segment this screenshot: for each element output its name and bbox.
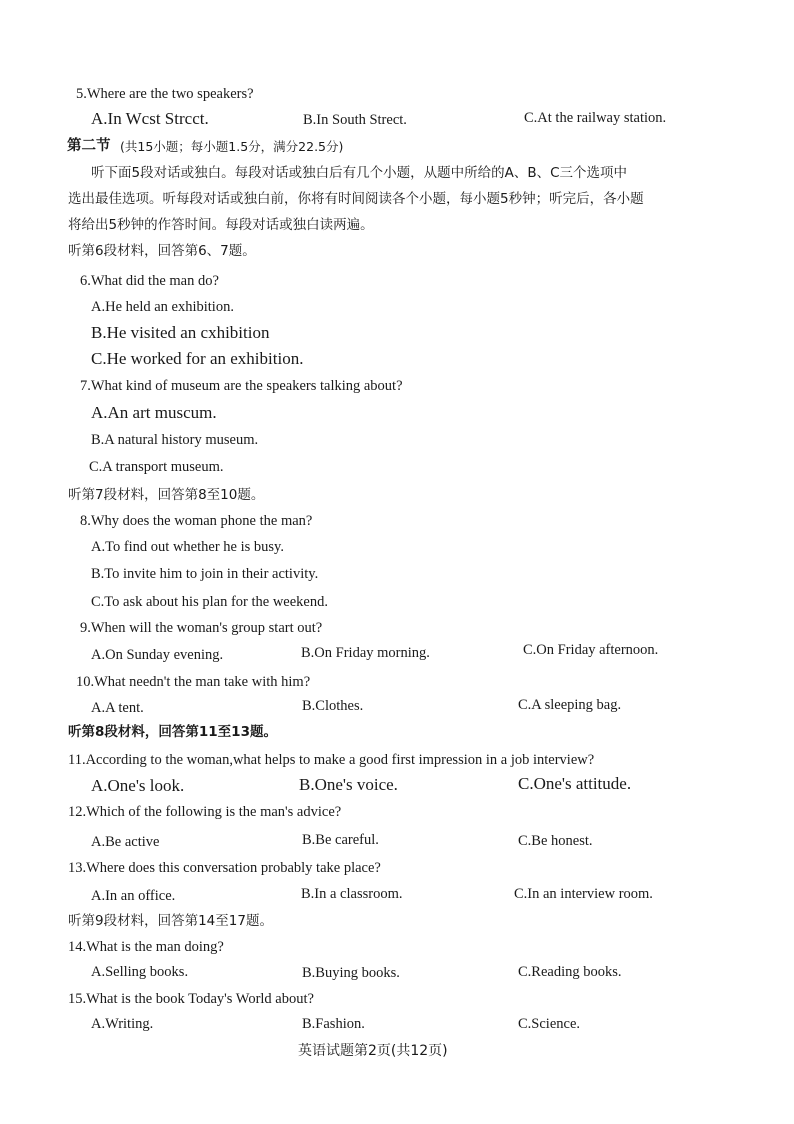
q8-stem: 8.Why does the woman phone the man? xyxy=(80,513,313,529)
q12-option-c: C.Be honest. xyxy=(518,833,593,849)
q15-stem: 15.What is the book Today's World about? xyxy=(68,991,314,1007)
q6-option-b: B.He visited an cxhibition xyxy=(91,323,270,342)
q15-option-a: A.Writing. xyxy=(91,1016,154,1032)
passage-9-heading: 听第9段材料，回答第14至17题。 xyxy=(68,913,273,929)
q15-option-c: C.Science. xyxy=(518,1016,581,1032)
q13-stem: 13.Where does this conversation probably take place? xyxy=(68,860,381,876)
q10-option-c: C.A sleeping bag. xyxy=(518,697,622,713)
q5-option-a: A.In Wcst Strcct. xyxy=(91,109,209,128)
q10-option-b: B.Clothes. xyxy=(302,698,364,714)
q10-option-a: A.A tent. xyxy=(91,700,144,716)
q5-option-b: B.In South Strect. xyxy=(303,112,407,128)
page-footer: 英语试题第2页(共12页) xyxy=(298,1043,448,1059)
q7-option-c: C.A transport museum. xyxy=(89,459,224,475)
section2-heading: 第二节 xyxy=(67,138,111,154)
q8-option-b: B.To invite him to join in their activity. xyxy=(91,566,319,582)
q15-option-b: B.Fashion. xyxy=(302,1016,365,1032)
q11-option-c: C.One's attitude. xyxy=(518,774,632,793)
q13-option-c: C.In an interview room. xyxy=(514,886,653,902)
q12-option-a: A.Be active xyxy=(91,834,160,850)
section2-instruction-2: 选出最佳选项。听每段对话或独白前，你将有时间阅读各个小题，每小题5秒钟；听完后，各小题 xyxy=(68,191,644,207)
q6-stem: 6.What did the man do? xyxy=(80,273,219,289)
q9-stem: 9.When will the woman's group start out? xyxy=(80,620,323,636)
q11-stem: 11.According to the woman,what helps to make a good first impression in a job interview? xyxy=(68,752,595,768)
section2-note: (共15小题；每小题1.5分，满分22.5分) xyxy=(120,139,344,154)
section2-instruction-3: 将给出5秒钟的作答时间。每段对话或独白读两遍。 xyxy=(68,217,374,233)
q14-option-b: B.Buying books. xyxy=(302,965,400,981)
q5-option-c: C.At the railway station. xyxy=(524,110,667,126)
section2-instruction-1: 听下面5段对话或独白。每段对话或独白后有几个小题，从题中所给的A、B、C三个选项中 xyxy=(91,165,628,181)
q9-option-c: C.On Friday afternoon. xyxy=(523,642,659,658)
q6-option-c: C.He worked for an exhibition. xyxy=(91,349,304,368)
q7-option-b: B.A natural history museum. xyxy=(91,432,259,448)
q13-option-a: A.In an office. xyxy=(91,888,176,904)
q8-option-a: A.To find out whether he is busy. xyxy=(91,539,284,555)
q11-option-b: B.One's voice. xyxy=(299,775,398,794)
q14-stem: 14.What is the man doing? xyxy=(68,939,224,955)
q14-option-c: C.Reading books. xyxy=(518,964,622,980)
q6-option-a: A.He held an exhibition. xyxy=(91,299,234,315)
q12-option-b: B.Be careful. xyxy=(302,832,379,848)
q13-option-b: B.In a classroom. xyxy=(301,886,403,902)
q11-option-a: A.One's look. xyxy=(91,776,185,795)
q7-stem: 7.What kind of museum are the speakers talking about? xyxy=(80,378,403,394)
q9-option-b: B.On Friday morning. xyxy=(301,645,430,661)
q14-option-a: A.Selling books. xyxy=(91,964,189,980)
q12-stem: 12.Which of the following is the man's advice? xyxy=(68,804,342,820)
passage-6-heading: 听第6段材料，回答第6、7题。 xyxy=(68,243,256,259)
passage-7-heading: 听第7段材料，回答第8至10题。 xyxy=(68,487,265,503)
q5-stem: 5.Where are the two speakers? xyxy=(76,86,254,102)
q7-option-a: A.An art muscum. xyxy=(91,403,217,422)
q8-option-c: C.To ask about his plan for the weekend. xyxy=(91,594,328,610)
passage-8-heading: 听第8段材料，回答第11至13题。 xyxy=(68,724,277,740)
q9-option-a: A.On Sunday evening. xyxy=(91,647,224,663)
q10-stem: 10.What needn't the man take with him? xyxy=(76,674,311,690)
